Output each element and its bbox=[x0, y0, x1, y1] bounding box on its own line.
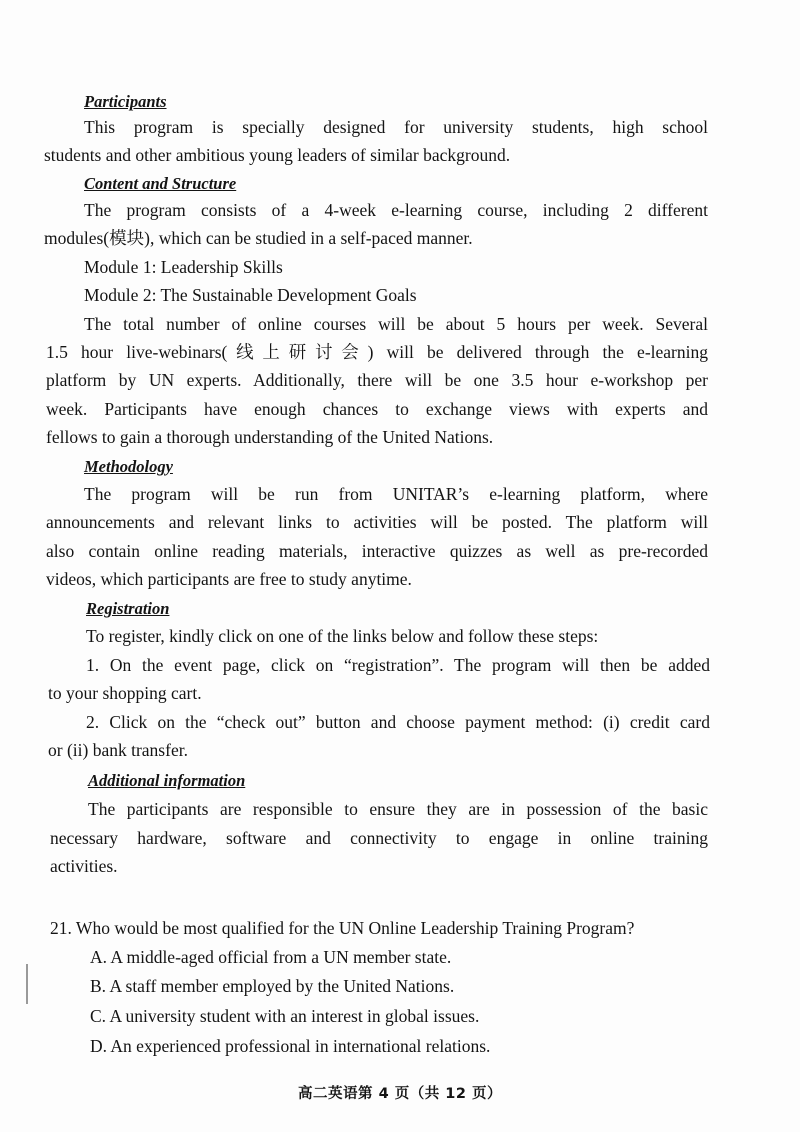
registration-step-2: or (ii) bank transfer. bbox=[48, 740, 188, 760]
additional-text: necessary hardware, software and connectivity to engage in online training bbox=[50, 828, 708, 848]
additional-text: The participants are responsible to ensure they are in possession of the basic bbox=[88, 799, 708, 819]
content-text: The total number of online courses will be about 5 hours per week. Several bbox=[84, 314, 708, 334]
methodology-text: announcements and relevant links to activities will be posted. The platform will bbox=[46, 512, 708, 532]
registration-text: To register, kindly click on one of the links below and follow these steps: bbox=[86, 626, 599, 646]
option-d: D. An experienced professional in international relations. bbox=[90, 1036, 491, 1056]
binding-margin-mark bbox=[26, 964, 28, 1004]
registration-step-2: 2. Click on the “check out” button and choose payment method: (i) credit card bbox=[86, 712, 710, 732]
participants-text: This program is specially designed for university students, high school bbox=[84, 117, 708, 137]
heading-participants: Participants bbox=[84, 92, 167, 111]
registration-step-1: to your shopping cart. bbox=[48, 683, 202, 703]
heading-additional-information: Additional information bbox=[88, 771, 246, 790]
module-1: Module 1: Leadership Skills bbox=[84, 257, 283, 277]
option-a: A. A middle-aged official from a UN member state. bbox=[90, 947, 452, 967]
methodology-text: The program will be run from UNITAR’s e-learning platform, where bbox=[84, 484, 708, 504]
content-text: modules(模块), which can be studied in a self-paced manner. bbox=[44, 228, 473, 248]
content-text: 1.5 hour live-webinars(线上研讨会) will be delivered through the e-learning bbox=[46, 342, 708, 362]
content-text: fellows to gain a thorough understanding of the United Nations. bbox=[46, 427, 494, 447]
content-text: week. Participants have enough chances to exchange views with experts and bbox=[46, 399, 708, 419]
additional-text: activities. bbox=[50, 856, 118, 876]
option-b: B. A staff member employed by the United Nations. bbox=[90, 976, 455, 996]
methodology-text: videos, which participants are free to study anytime. bbox=[46, 569, 412, 589]
heading-registration: Registration bbox=[86, 599, 170, 618]
registration-step-1: 1. On the event page, click on “registration”. The program will then be added bbox=[86, 655, 710, 675]
question-stem: 21. Who would be most qualified for the UN Online Leadership Training Program? bbox=[50, 918, 635, 938]
methodology-text: also contain online reading materials, interactive quizzes as well as pre-recorded bbox=[46, 541, 708, 561]
content-text: platform by UN experts. Additionally, there will be one 3.5 hour e-workshop per bbox=[46, 370, 708, 390]
module-2: Module 2: The Sustainable Development Goals bbox=[84, 285, 417, 305]
page-footer: 高二英语第 4 页（共 12 页） bbox=[298, 1086, 502, 1102]
heading-methodology: Methodology bbox=[84, 457, 173, 476]
option-c: C. A university student with an interest in global issues. bbox=[90, 1006, 480, 1026]
participants-text: students and other ambitious young leaders of similar background. bbox=[44, 145, 511, 165]
content-text: The program consists of a 4-week e-learning course, including 2 different bbox=[84, 200, 708, 220]
heading-content-structure: Content and Structure bbox=[84, 174, 237, 193]
